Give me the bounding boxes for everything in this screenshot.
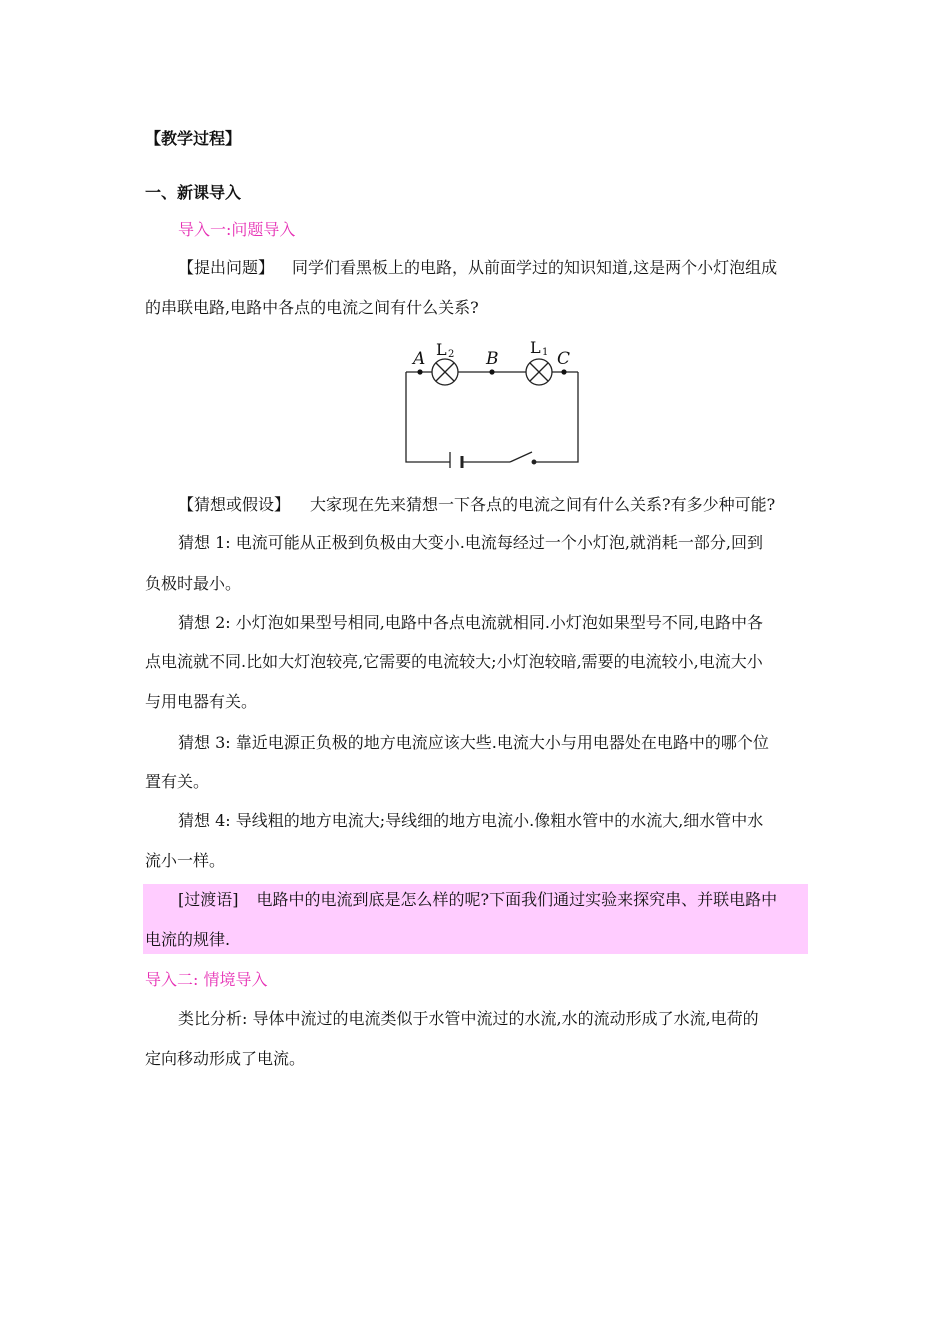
lamp-l2-icon — [432, 359, 458, 385]
question-line-1 — [178, 258, 810, 278]
question-text-1: 同学们看黑板上的电路，从前面学过的知识知道,这是两个小灯泡组成 — [292, 258, 778, 277]
battery-icon — [450, 452, 462, 468]
point-b-dot — [489, 369, 494, 374]
lamp-l1-subscript: 1 — [542, 347, 549, 358]
point-c-label: C — [557, 349, 571, 369]
intro2-title: 导入二: 情境导入 — [145, 970, 268, 989]
section-heading: 【教学过程】 — [145, 129, 242, 148]
guess-1-line-2: 负极时最小。 — [145, 574, 242, 593]
guess-4-line-2: 流小一样。 — [145, 851, 226, 870]
hypothesis-label: 【猜想或假设】 — [178, 495, 291, 514]
switch-icon — [510, 452, 536, 464]
hypothesis-line — [178, 495, 810, 515]
point-a-dot — [417, 369, 422, 374]
new-lesson-title: 一、新课导入 — [145, 183, 242, 202]
lamp-l1-label: L — [530, 338, 541, 357]
transition-line-2: 电流的规律. — [145, 930, 231, 949]
lamp-l1-icon — [526, 359, 552, 385]
question-label: 【提出问题】 — [178, 258, 275, 277]
hypothesis-text: 大家现在先来猜想一下各点的电流之间有什么关系?有多少种可能? — [310, 495, 776, 514]
guess-2-line-2: 点电流就不同.比如大灯泡较亮,它需要的电流较大;小灯泡较暗,需要的电流较小,电流大小 — [145, 652, 763, 671]
series-circuit-diagram — [398, 338, 588, 468]
point-c-dot — [561, 369, 566, 374]
guess-2-line-1: 猜想 2: 小灯泡如果型号相同,电路中各点电流就相同.小灯泡如果型号不同,电路中各 — [178, 613, 764, 632]
lamp-l2-label: L — [436, 340, 447, 359]
guess-3-line-2: 置有关。 — [145, 772, 210, 791]
guess-2-line-3: 与用电器有关。 — [145, 692, 258, 711]
circuit-wires — [406, 372, 578, 462]
guess-3-line-1: 猜想 3: 靠近电源正负极的地方电流应该大些.电流大小与用电器处在电路中的哪个位 — [178, 733, 769, 752]
guess-1-line-1: 猜想 1: 电流可能从正极到负极由大变小.电流每经过一个小灯泡,就消耗一部分,回到 — [178, 533, 764, 552]
transition-line-1 — [178, 890, 810, 910]
transition-text-1: 电路中的电流到底是怎么样的呢?下面我们通过实验来探究串、并联电路中 — [256, 890, 778, 909]
point-b-label: B — [486, 349, 499, 369]
question-line-2: 的串联电路,电路中各点的电流之间有什么关系? — [145, 298, 479, 317]
analogy-line-1: 类比分析: 导体中流过的电流类似于水管中流过的水流,水的流动形成了水流,电荷的 — [178, 1009, 759, 1028]
transition-label: [过渡语] — [178, 890, 239, 909]
point-a-label: A — [413, 349, 426, 369]
guess-4-line-1: 猜想 4: 导线粗的地方电流大;导线细的地方电流小.像粗水管中的水流大,细水管中水 — [178, 811, 764, 830]
intro1-title: 导入一:问题导入 — [178, 220, 296, 239]
lamp-l2-subscript: 2 — [448, 349, 455, 360]
analogy-line-2: 定向移动形成了电流。 — [145, 1049, 306, 1068]
